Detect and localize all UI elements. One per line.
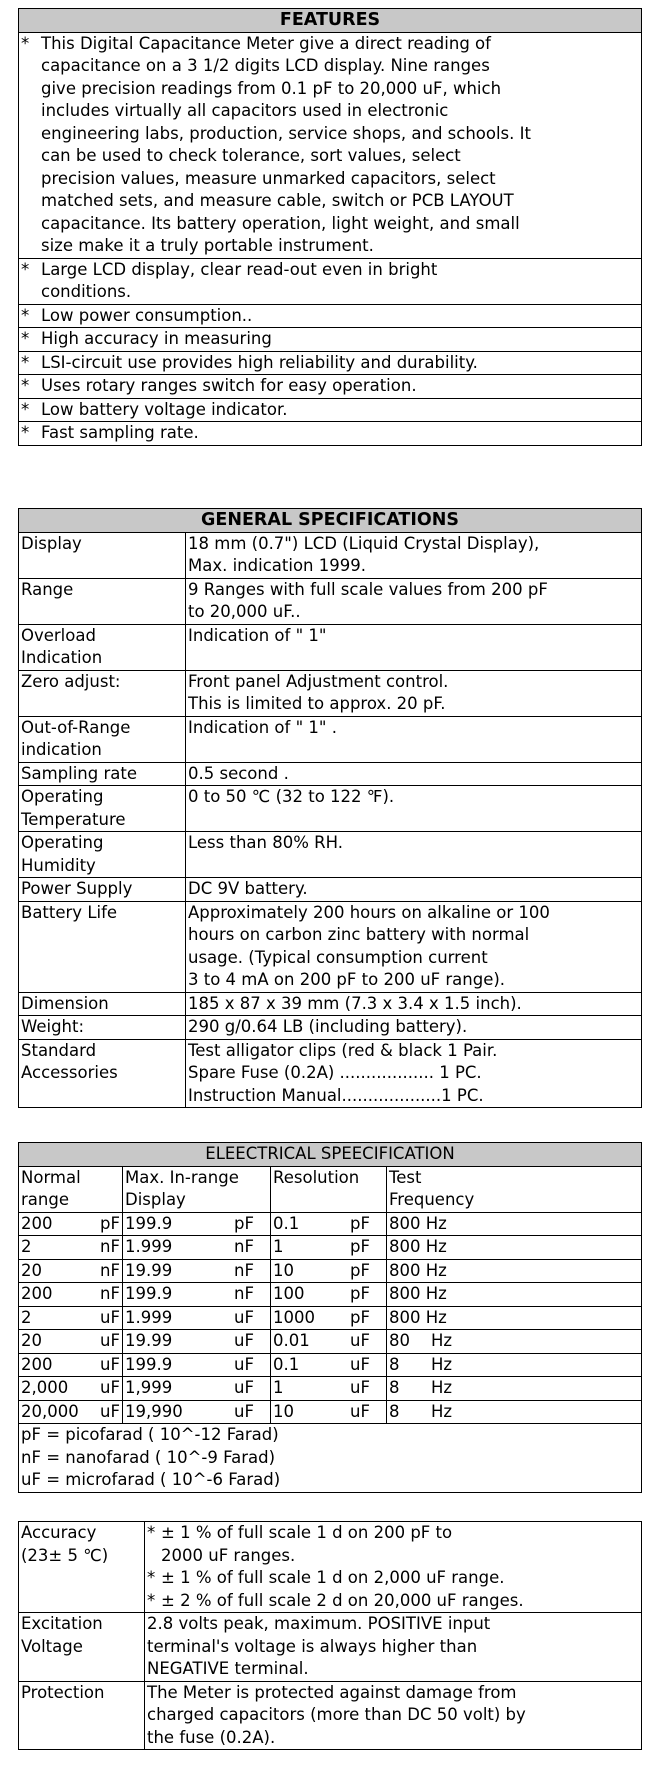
- test-frequency: 800 Hz: [387, 1283, 642, 1307]
- test-frequency: 800 Hz: [387, 1212, 642, 1236]
- bullet-star: *: [21, 423, 30, 442]
- test-frequency: 800 Hz: [387, 1306, 642, 1330]
- resolution: [271, 1377, 387, 1401]
- max-display-unit: nF: [234, 1237, 254, 1256]
- resolution: [271, 1353, 387, 1377]
- spec-value: Indication of " 1" .: [186, 716, 642, 762]
- spec-label: Display: [19, 532, 186, 578]
- spec-value: Approximately 200 hours on alkaline or 100 hours on carbon zinc battery with normal usage. (Typical consumption current 3 to 4 mA on 200 pF to 200 uF range).: [186, 901, 642, 992]
- spec-row: [19, 901, 642, 992]
- normal-range: [19, 1330, 123, 1354]
- resolution-unit: uF: [350, 1354, 370, 1374]
- protection-label: Protection: [19, 1681, 145, 1750]
- normal-range: [19, 1400, 123, 1424]
- feature-text: Large LCD display, clear read-out even in bright conditions.: [41, 259, 438, 301]
- features-item: [19, 351, 642, 375]
- resolution: [271, 1212, 387, 1236]
- max-display-value: 199.9: [125, 1284, 173, 1303]
- spec-value: 290 g/0.64 LB (including battery).: [186, 1016, 642, 1040]
- spec-row: [19, 716, 642, 762]
- spec-label: Sampling rate: [19, 762, 186, 786]
- spec-row: [19, 1016, 642, 1040]
- feature-text: Uses rotary ranges switch for easy operation.: [41, 376, 417, 395]
- electrical-specification-heading: ELEECTRICAL SPEECIFICATION: [19, 1143, 642, 1167]
- spec-row: [19, 786, 642, 832]
- resolution-unit: pF: [350, 1260, 370, 1280]
- accuracy-text: ± 1 % of full scale 1 d on 2,000 uF range.: [161, 1568, 505, 1587]
- spec-row: [19, 832, 642, 878]
- normal-range-value: 20: [21, 1260, 42, 1280]
- accuracy-text: ± 2 % of full scale 2 d on 20,000 uF ranges.: [161, 1590, 524, 1610]
- test-frequency: 800 Hz: [387, 1236, 642, 1260]
- feature-text: Low battery voltage indicator.: [41, 399, 288, 419]
- max-display-value: 199.9: [125, 1354, 173, 1374]
- normal-range-value: 20,000: [21, 1401, 79, 1421]
- bullet-star: *: [21, 33, 30, 53]
- spec-row: [19, 670, 642, 716]
- feature-text: Fast sampling rate.: [41, 423, 199, 442]
- features-heading: FEATURES: [19, 9, 642, 33]
- spec-label: Range: [19, 578, 186, 624]
- feature-text: This Digital Capacitance Meter give a direct reading of capacitance on a 3 1/2 digits LCD display. Nine ranges give precision readings from 0.1 pF to 20,000 uF, which includes virtually all capacitors used in electronic engineering labs, production, service shops, and schools. It can be used to check tolerance, sort values, select precision values, measure unmarked capacitors, select matched sets, and measure cable, switch or PCB LAYOUT capacitance. Its battery operation, light weight, and small size make it a truly portable instrument.: [41, 33, 531, 255]
- column-header: Max. In-range Display: [123, 1166, 271, 1212]
- bullet-star: *: [21, 376, 30, 395]
- accuracy-row: [19, 1522, 642, 1613]
- column-header: Normal range: [19, 1166, 123, 1212]
- max-display-unit: uF: [234, 1354, 254, 1374]
- protection-value: The Meter is protected against damage from charged capacitors (more than DC 50 volt) by the fuse (0.2A).: [145, 1681, 642, 1750]
- bullet-star: *: [147, 1590, 156, 1610]
- max-display-unit: uF: [234, 1401, 254, 1421]
- normal-range-value: 2: [21, 1307, 32, 1327]
- resolution-value: 10: [273, 1401, 294, 1421]
- feature-text: High accuracy in measuring: [41, 329, 272, 348]
- spec-value: Front panel Adjustment control. This is limited to approx. 20 pF.: [186, 670, 642, 716]
- max-display-value: 1.999: [125, 1307, 173, 1327]
- normal-range-value: 20: [21, 1331, 42, 1350]
- features-table: [18, 8, 642, 446]
- normal-range-unit: uF: [100, 1378, 120, 1397]
- spec-label: Dimension: [19, 992, 186, 1016]
- test-frequency: 80 Hz: [387, 1330, 642, 1354]
- resolution: [271, 1236, 387, 1260]
- normal-range-unit: uF: [100, 1401, 120, 1421]
- electrical-row: [19, 1259, 642, 1283]
- excitation-row: [19, 1613, 642, 1682]
- spec-value: Less than 80% RH.: [186, 832, 642, 878]
- normal-range-unit: uF: [100, 1307, 120, 1327]
- normal-range-unit: uF: [100, 1354, 120, 1374]
- spec-value: Test alligator clips (red & black 1 Pair. Spare Fuse (0.2A) .................. 1 PC. Instruction Manual...................1 PC.: [186, 1039, 642, 1108]
- test-frequency: 8 Hz: [387, 1377, 642, 1401]
- normal-range-value: 2,000: [21, 1378, 69, 1397]
- electrical-header-row: [19, 1166, 642, 1212]
- feature-text: LSI-circuit use provides high reliability and durability.: [41, 352, 478, 372]
- normal-range-value: 200: [21, 1354, 53, 1374]
- electrical-row: [19, 1236, 642, 1260]
- electrical-row: [19, 1306, 642, 1330]
- spec-value: DC 9V battery.: [186, 878, 642, 902]
- features-item: [19, 375, 642, 399]
- bullet-star: *: [147, 1568, 156, 1587]
- max-display-value: 19.99: [125, 1260, 173, 1280]
- max-display: [123, 1212, 271, 1236]
- max-display-unit: uF: [234, 1378, 254, 1397]
- accuracy-value: [145, 1522, 642, 1613]
- resolution-unit: uF: [350, 1378, 370, 1397]
- column-header: Test Frequency: [387, 1166, 642, 1212]
- max-display: [123, 1400, 271, 1424]
- features-item: [19, 328, 642, 352]
- accuracy-text: ± 1 % of full scale 1 d on 200 pF to 2000 uF ranges.: [161, 1523, 453, 1565]
- spec-value: 0 to 50 ℃ (32 to 122 ℉).: [186, 786, 642, 832]
- max-display-unit: nF: [234, 1260, 254, 1280]
- spec-value: 9 Ranges with full scale values from 200 pF to 20,000 uF..: [186, 578, 642, 624]
- resolution-unit: pF: [350, 1237, 370, 1256]
- max-display-unit: uF: [234, 1307, 254, 1327]
- electrical-row: [19, 1353, 642, 1377]
- max-display-value: 199.9: [125, 1213, 173, 1233]
- spec-label: Operating Humidity: [19, 832, 186, 878]
- spec-row: [19, 624, 642, 670]
- accuracy-label: Accuracy (23± 5 ℃): [19, 1522, 145, 1613]
- resolution: [271, 1259, 387, 1283]
- features-item: [19, 422, 642, 446]
- electrical-row: [19, 1212, 642, 1236]
- general-specifications-table: [18, 508, 642, 1108]
- test-frequency: 8 Hz: [387, 1353, 642, 1377]
- features-item: [19, 304, 642, 328]
- bullet-star: *: [21, 352, 30, 372]
- max-display-value: 19.99: [125, 1331, 173, 1350]
- resolution: [271, 1330, 387, 1354]
- accuracy-table: [18, 1521, 642, 1750]
- general-specifications-heading: GENERAL SPECIFICATIONS: [19, 509, 642, 533]
- spec-label: Zero adjust:: [19, 670, 186, 716]
- spec-value: 18 mm (0.7") LCD (Liquid Crystal Display), Max. indication 1999.: [186, 532, 642, 578]
- max-display-unit: nF: [234, 1284, 254, 1303]
- spec-label: Standard Accessories: [19, 1039, 186, 1108]
- spec-label: Operating Temperature: [19, 786, 186, 832]
- normal-range-unit: nF: [100, 1260, 120, 1280]
- spec-row: [19, 1039, 642, 1108]
- resolution-value: 10: [273, 1260, 294, 1280]
- features-item: [19, 258, 642, 304]
- max-display-unit: pF: [234, 1213, 254, 1233]
- max-display: [123, 1377, 271, 1401]
- normal-range-unit: nF: [100, 1284, 120, 1303]
- spec-value: Indication of " 1": [186, 624, 642, 670]
- resolution-value: 0.1: [273, 1354, 300, 1374]
- spec-label: Overload Indication: [19, 624, 186, 670]
- max-display: [123, 1259, 271, 1283]
- electrical-row: [19, 1377, 642, 1401]
- spec-value: 185 x 87 x 39 mm (7.3 x 3.4 x 1.5 inch).: [186, 992, 642, 1016]
- normal-range-value: 200: [21, 1213, 53, 1233]
- resolution-unit: uF: [350, 1331, 370, 1350]
- protection-row: [19, 1681, 642, 1750]
- normal-range: [19, 1377, 123, 1401]
- bullet-star: *: [147, 1523, 156, 1542]
- features-item: [19, 398, 642, 422]
- resolution-unit: pF: [350, 1307, 370, 1327]
- spec-row: [19, 762, 642, 786]
- column-header: Resolution: [271, 1166, 387, 1212]
- resolution: [271, 1400, 387, 1424]
- max-display-value: 1.999: [125, 1237, 173, 1256]
- resolution-unit: pF: [350, 1284, 370, 1303]
- normal-range: [19, 1353, 123, 1377]
- electrical-row: [19, 1400, 642, 1424]
- bullet-star: *: [21, 259, 30, 279]
- excitation-value: 2.8 volts peak, maximum. POSITIVE input terminal's voltage is always higher than NEGATIVE terminal.: [145, 1613, 642, 1682]
- spec-label: Out-of-Range indication: [19, 716, 186, 762]
- max-display: [123, 1306, 271, 1330]
- electrical-row: [19, 1283, 642, 1307]
- resolution-unit: uF: [350, 1401, 370, 1421]
- units-note: pF = picofarad ( 10^-12 Farad) nF = nanofarad ( 10^-9 Farad) uF = microfarad ( 10^-6 Farad): [19, 1424, 642, 1493]
- resolution-value: 100: [273, 1284, 305, 1303]
- max-display: [123, 1236, 271, 1260]
- max-display-unit: uF: [234, 1331, 254, 1350]
- normal-range-unit: nF: [100, 1237, 120, 1256]
- electrical-specification-table: [18, 1142, 642, 1493]
- resolution-value: 1: [273, 1237, 284, 1256]
- bullet-star: *: [21, 305, 30, 325]
- spec-label: Weight:: [19, 1016, 186, 1040]
- normal-range-value: 2: [21, 1237, 32, 1256]
- test-frequency: 8 Hz: [387, 1400, 642, 1424]
- bullet-star: *: [21, 329, 30, 348]
- spec-row: [19, 878, 642, 902]
- resolution-value: 0.1: [273, 1213, 300, 1233]
- spec-row: [19, 532, 642, 578]
- normal-range: [19, 1212, 123, 1236]
- electrical-row: [19, 1330, 642, 1354]
- max-display-value: 1,999: [125, 1378, 173, 1397]
- resolution: [271, 1283, 387, 1307]
- resolution-value: 0.01: [273, 1331, 310, 1350]
- bullet-star: *: [21, 399, 30, 419]
- normal-range-unit: pF: [100, 1213, 120, 1233]
- spec-label: Power Supply: [19, 878, 186, 902]
- spec-row: [19, 578, 642, 624]
- test-frequency: 800 Hz: [387, 1259, 642, 1283]
- max-display-value: 19,990: [125, 1401, 183, 1421]
- spec-label: Battery Life: [19, 901, 186, 992]
- excitation-label: Excitation Voltage: [19, 1613, 145, 1682]
- features-item: [19, 32, 642, 258]
- max-display: [123, 1283, 271, 1307]
- normal-range: [19, 1306, 123, 1330]
- resolution: [271, 1306, 387, 1330]
- normal-range: [19, 1236, 123, 1260]
- max-display: [123, 1330, 271, 1354]
- resolution-unit: pF: [350, 1213, 370, 1233]
- feature-text: Low power consumption..: [41, 305, 253, 325]
- resolution-value: 1: [273, 1378, 284, 1397]
- normal-range-value: 200: [21, 1284, 53, 1303]
- spec-row: [19, 992, 642, 1016]
- max-display: [123, 1353, 271, 1377]
- normal-range: [19, 1259, 123, 1283]
- normal-range-unit: uF: [100, 1331, 120, 1350]
- resolution-value: 1000: [273, 1307, 315, 1327]
- spec-value: 0.5 second .: [186, 762, 642, 786]
- normal-range: [19, 1283, 123, 1307]
